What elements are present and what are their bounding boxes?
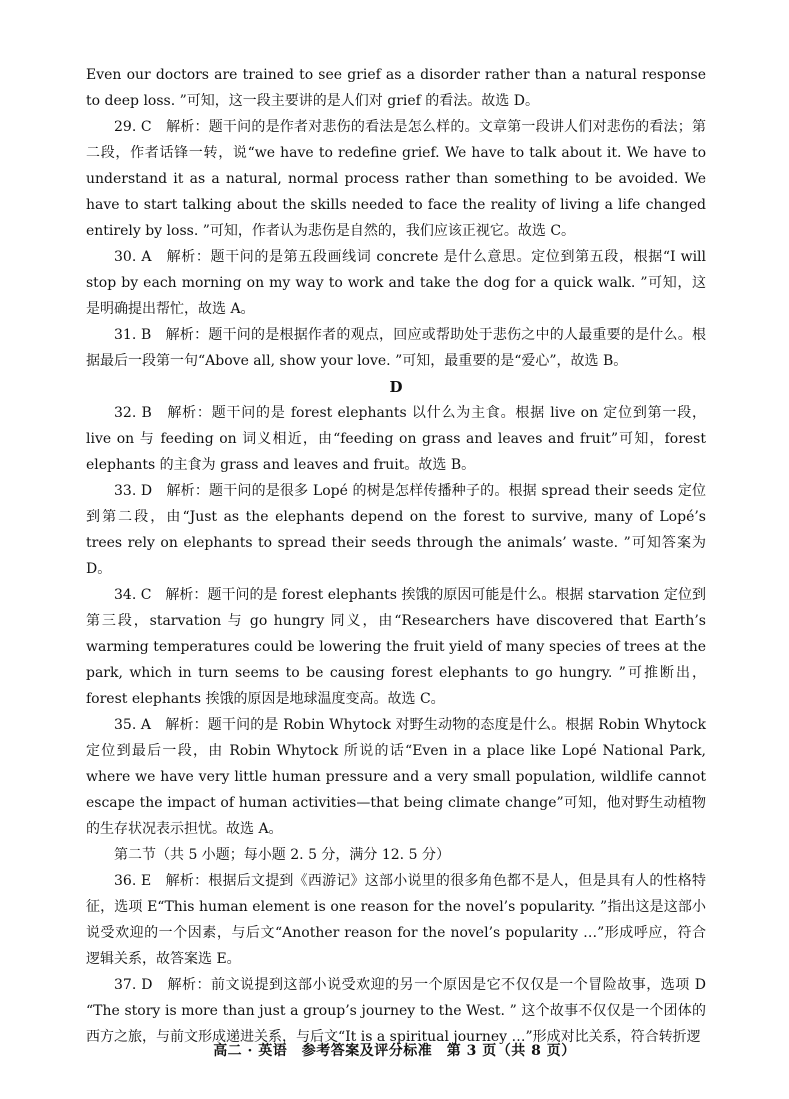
analysis-paragraph: 32. B 解析：题干问的是 forest elephants 以什么为主食。根据 live on 定位到第一段，live on 与 feeding on 词义相近，由“feeding on grass and leaves and fruit”可知，forest elephants 的主食为 grass and leaves and fruit。故选 B。 (86, 405, 706, 473)
analysis-paragraph: 第二节（共 5 小题；每小题 2. 5 分，满分 12. 5 分） (114, 847, 450, 863)
analysis-paragraph: 36. E 解析：根据后文提到《西游记》这部小说里的很多角色都不是人，但是具有人的性格特征，选项 E“This human element is one reason for the novel’s popularity. ”指出这是这部小说受欢迎的一个因素，与后文“Another reason for the novel’s popularity …”形成呼应，符合逻辑关系，故答案选 E。 (86, 873, 706, 967)
analysis-paragraph: 31. B 解析：题干问的是根据作者的观点，回应或帮助处于悲伤之中的人最重要的是什么。根据最后一段第一句“Above all, show your love. ”可知，最重要的是“爱心”，故选 B。 (86, 327, 706, 369)
analysis-paragraph: 37. D 解析：前文说提到这部小说受欢迎的另一个原因是它不仅仅是一个冒险故事，选项 D “The story is more than just a group’s journey to the West. ” 这个故事不仅仅是一个团体的西方之旅，与前文形成递进关系，与后文“It is a spiritual journey …”形成对比关系，符合转折逻 (86, 977, 706, 1045)
page-footer: 高二 · 英语 参考答案及评分标准 第 3 页（共 8 页） (213, 1043, 576, 1059)
analysis-section-d (86, 400, 706, 1050)
section-d-heading: D (389, 378, 403, 396)
analysis-paragraph: 30. A 解析：题干问的是第五段画线词 concrete 是什么意思。定位到第五段，根据“I will stop by each morning on my way to work and take the dog for a quick walk. ”可知，这是明确提出帮忙，故选 A。 (86, 249, 706, 317)
analysis-paragraph: 33. D 解析：题干问的是很多 Lopé 的树是怎样传播种子的。根据 spread their seeds 定位到第二段，由“Just as the elephants depend on the forest to survive, many of Lopé’s trees rely on elephants to spread their seeds through the animals’ waste. ”可知答案为 D。 (86, 483, 706, 577)
analysis-paragraph: Even our doctors are trained to see grief as a disorder rather than a natural response to deep loss. ”可知，这一段主要讲的是人们对 grief 的看法。故选 D。 (86, 67, 706, 109)
analysis-paragraph: 29. C 解析：题干问的是作者对悲伤的看法是怎么样的。文章第一段讲人们对悲伤的看法；第二段，作者话锋一转，说“we have to redefine grief. We have to talk about it. We have to understand it as a natural, normal process rather than something to be avoided. We have to start talking about the skills needed to face the reality of living a life changed entirely by loss. ”可知，作者认为悲伤是自然的，我们应该正视它。故选 C。 (86, 119, 706, 239)
analysis-paragraph: 35. A 解析：题干问的是 Robin Whytock 对野生动物的态度是什么。根据 Robin Whytock 定位到最后一段，由 Robin Whytock 所说的话“Even in a place like Lopé National Park, where we have very little human pressure and a very small population, wildlife cannot escape the impact of human activities—that being climate change”可知，他对野生动植物的生存状况表示担忧。故选 A。 (86, 717, 706, 837)
page-content (86, 62, 706, 1050)
analysis-section-c (86, 62, 706, 374)
analysis-paragraph: 34. C 解析：题干问的是 forest elephants 挨饿的原因可能是什么。根据 starvation 定位到第三段，starvation 与 go hungry 同义，由“Researchers have discovered that Earth’s warming temperatures could be lowering the fruit yield of many species of trees at the park, which in turn seems to be causing forest elephants to go hungry. ”可推断出，forest elephants 挨饿的原因是地球温度变高。故选 C。 (86, 587, 706, 707)
